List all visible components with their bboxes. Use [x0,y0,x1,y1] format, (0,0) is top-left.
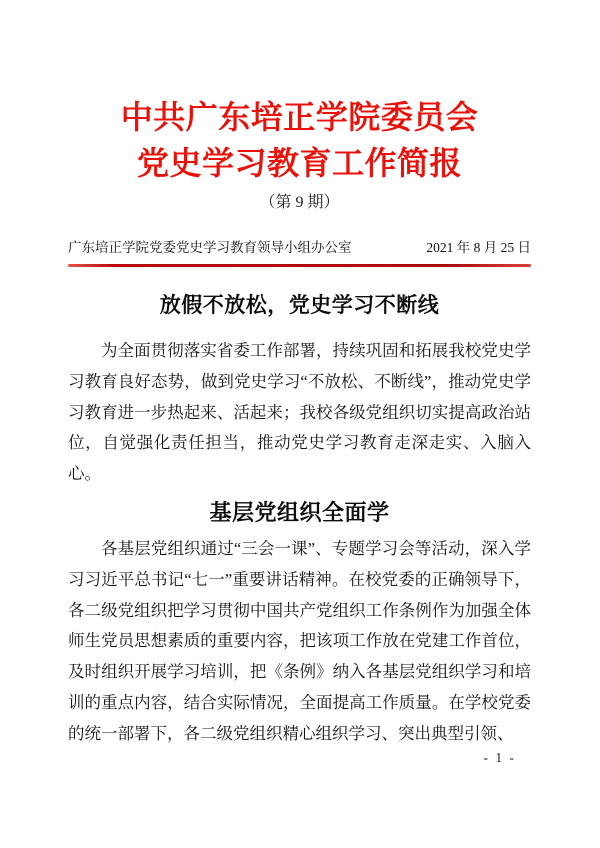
page-number: - 1 - [483,750,516,765]
document-content [68,0,531,750]
bulletin-title-line2: 党史学习教育工作简报 [136,145,462,181]
red-divider-rule [68,264,531,267]
bulletin-title [68,94,531,186]
issue-date: 2021 年 8 月 25 日 [426,240,531,255]
article-paragraph-2: 各基层党组织通过“三会一课”、专题学习会等活动，深入学习习近平总书记“七一”重要讲话精神。在校党委的正确领导下，各二级党组织把学习贯彻中国共产党组织工作条例作为加强全体师生党员思想素质的重要内容，把该项工作放在党建工作首位，及时组织开展学习培训，把《条例》纳入各基层党组织学习和培训的重点内容，结合实际情况，全面提高工作质量。在学校党委的统一部署下，各二级党组织精心组织学习、突出典型引领、 [68,538,531,743]
bulletin-title-line1: 中共广东培正学院委员会 [120,99,479,135]
section-heading: 基层党组织全面学 [209,499,390,525]
masthead-row [68,238,531,258]
article-headline: 放假不放松，党史学习不断线 [159,294,440,317]
article-paragraph-1: 为全面贯彻落实省委工作部署，持续巩固和拓展我校党史学习教育良好态势，做到党史学习“不放松、不断线”，推动党史学习教育进一步热起来、活起来；我校各级党组织切实提高政治站位，自觉强化责任担当，推动党史学习教育走深走实、入脑入心。 [68,341,531,484]
issuing-office: 广东培正学院党委党史学习教育领导小组办公室 [68,240,352,255]
issue-number: （第 9 期） [259,194,340,211]
